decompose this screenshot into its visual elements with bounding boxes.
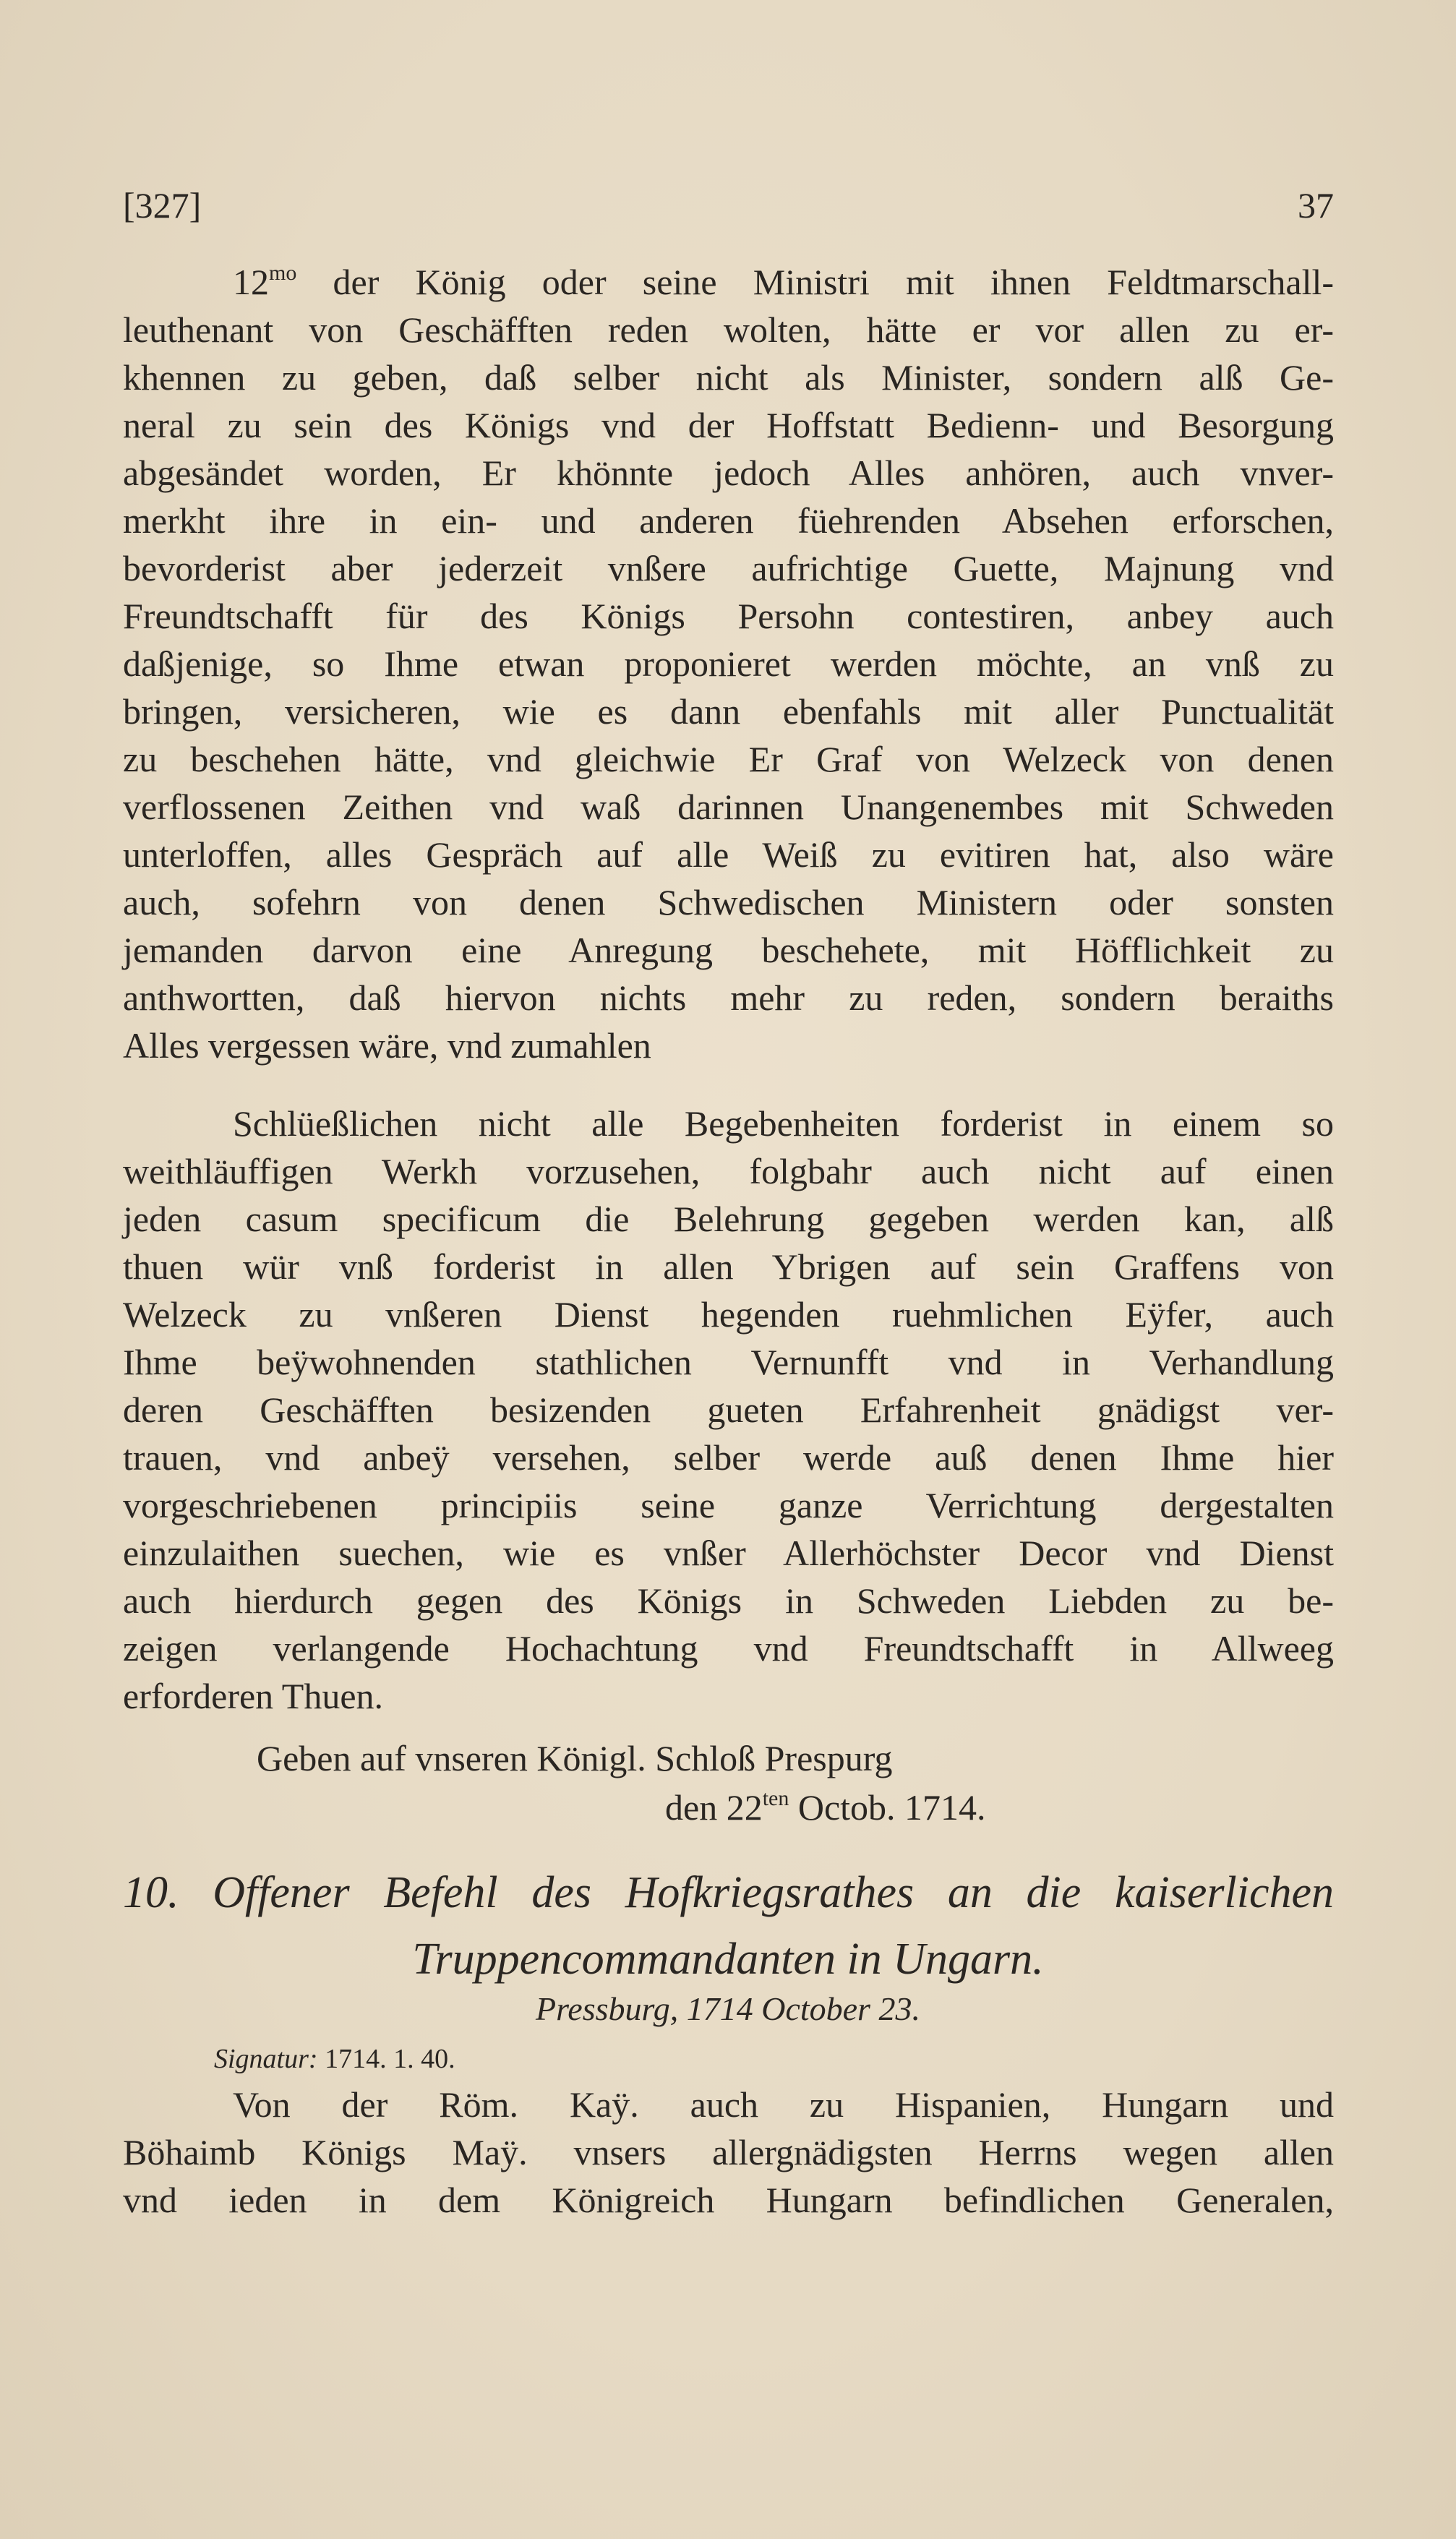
text-line: zeigen verlangende Hochachtung vnd Freundtschafft in Allweeg xyxy=(123,1628,1334,1669)
text-line: Böhaimb Königs Maÿ. vnsers allergnädigsten Herrns wegen allen xyxy=(123,2132,1334,2172)
text-line: Schlüeßlichen nicht alle Begebenheiten forderist in einem so xyxy=(233,1103,1334,1144)
text-line: khennen zu geben, daß selber nicht als Minister, sondern alß Ge- xyxy=(123,357,1334,398)
text-line: bevorderist aber jederzeit vnßere aufrichtige Guette, Majnung vnd xyxy=(123,548,1334,588)
page-bracket-number: [327] xyxy=(123,185,202,226)
text-line: anthwortten, daß hiervon nichts mehr zu reden, sondern beraiths xyxy=(123,977,1334,1018)
place-date: Pressburg, 1714 October 23. xyxy=(536,1990,920,2027)
closing-line: Geben auf vnseren Königl. Schloß Prespurg xyxy=(257,1738,893,1778)
text-line: einzulaithen suechen, wie es vnßer Allerhöchster Decor vnd Dienst xyxy=(123,1533,1334,1573)
text-line: unterloffen, alles Gespräch auf alle Weiß zu evitiren hat, also wäre xyxy=(123,834,1334,875)
text-line: auch, sofehrn von denen Schwedischen Ministern oder sonsten xyxy=(123,882,1334,922)
text-line: vnd ieden in dem Königreich Hungarn befindlichen Generalen, xyxy=(123,2180,1334,2220)
text-line: $12^{mo}$ der König oder seine Ministri mit ihnen Feldtmarschall- xyxy=(233,261,1334,302)
text-line: Ihme beÿwohnenden stathlichen Vernunfft vnd in Verhandlung xyxy=(123,1342,1334,1382)
signatur: Signatur: 1714. 1. 40. xyxy=(214,2044,455,2074)
text-line: jeden casum specificum die Belehrung gegeben werden kan, alß xyxy=(123,1199,1334,1239)
text-line: Alles vergessen wäre, vnd zumahlen xyxy=(123,1025,651,1066)
text-line: bringen, versicheren, wie es dann ebenfahls mit aller Punctualität xyxy=(123,691,1334,732)
text-line: zu beschehen hätte, vnd gleichwie Er Graf von Welzeck von denen xyxy=(123,739,1334,779)
text-line: vorgeschriebenen principiis seine ganze Verrichtung dergestalten xyxy=(123,1485,1334,1525)
text-line: merkht ihre in ein- und anderen füehrenden Absehen erforschen, xyxy=(123,500,1334,541)
text-line: Welzeck zu vnßeren Dienst hegenden ruehmlichen Eÿfer, auch xyxy=(123,1294,1334,1335)
text-line: erforderen Thuen. xyxy=(123,1676,384,1716)
text-line: deren Geschäfften besizenden gueten Erfahrenheit gnädigst ver- xyxy=(123,1390,1334,1430)
text-line: daßjenige, so Ihme etwan proponieret werden möchte, an vnß zu xyxy=(123,643,1334,684)
text-line: Freundtschafft für des Königs Persohn contestiren, anbey auch xyxy=(123,596,1334,636)
text-line: thuen wür vnß forderist in allen Ybrigen auf sein Graffens von xyxy=(123,1246,1334,1287)
text-line: trauen, vnd anbeÿ versehen, selber werde auß denen Ihme hier xyxy=(123,1437,1334,1478)
ordinal-superscript: mo xyxy=(269,261,297,285)
text-line: Von der Röm. Kaÿ. auch zu Hispanien, Hungarn und xyxy=(233,2084,1334,2125)
page-number: 37 xyxy=(1298,185,1334,226)
text-line: leuthenant von Geschäfften reden wolten, hätte er vor allen zu er- xyxy=(123,309,1334,350)
text-line: neral zu sein des Königs vnd der Hoffstatt Bedienn- und Besorgung xyxy=(123,405,1334,445)
closing-date: den $22^{ten}$ Octob. 1714. xyxy=(665,1786,986,1828)
ordinal: 12 xyxy=(233,262,269,302)
section-title: 10. Offener Befehl des Hofkriegsrathes an die kaiserlichen xyxy=(123,1868,1334,1917)
text-line: jemanden darvon eine Anregung beschehete, mit Höfflichkeit zu xyxy=(123,930,1334,970)
text-line: abgesändet worden, Er khönnte jedoch Alles anhören, auch vnver- xyxy=(123,453,1334,493)
text-line: weithläuffigen Werkh vorzusehen, folgbahr auch nicht auf einen xyxy=(123,1151,1334,1191)
text-line: auch hierdurch gegen des Königs in Schweden Liebden zu be- xyxy=(123,1580,1334,1621)
section-title-line2: Truppencommandanten in Ungarn. xyxy=(412,1935,1044,1984)
text-line: verflossenen Zeithen vnd waß darinnen Unangenembes mit Schweden xyxy=(123,787,1334,827)
page-header xyxy=(123,184,1334,235)
